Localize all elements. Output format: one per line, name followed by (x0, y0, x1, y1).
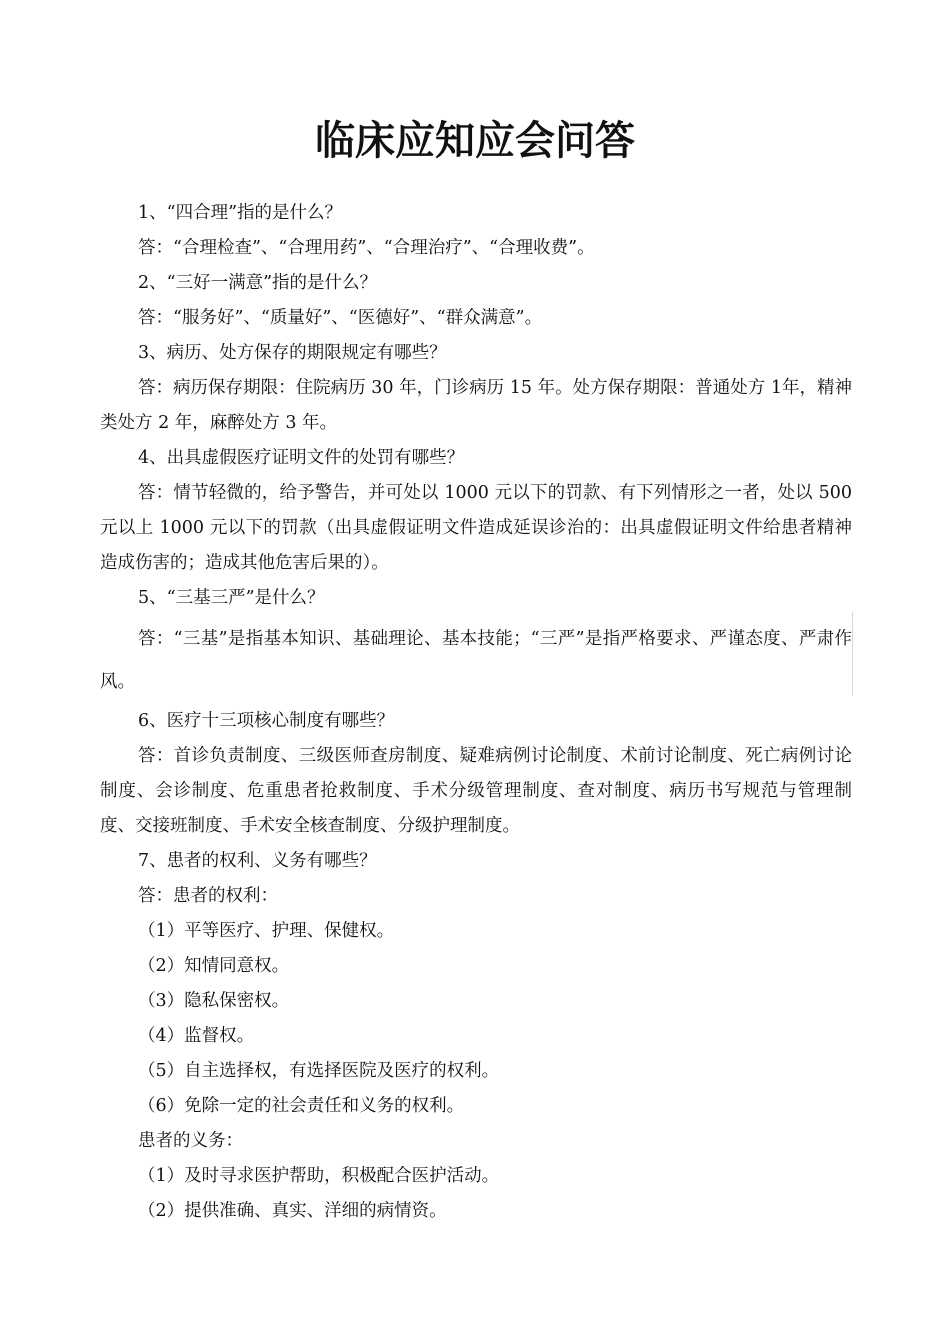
question-4: 4、出具虚假医疗证明文件的处罚有哪些？ (138, 448, 465, 468)
right-item-5: （5）自主选择权，有选择医院及医疗的权利。 (138, 1061, 500, 1081)
answer-5: 答：“三基”是指基本知识、基础理论、基本技能；“三严”是指严格要求、严谨态度、严肃作风。 (100, 629, 852, 692)
right-item-4: （4）监督权。 (138, 1026, 255, 1046)
document-title: 临床应知应会问答 (315, 117, 635, 164)
answer-3: 答：病历保存期限：住院病历 30 年，门诊病历 15 年。处方保存期限：普通处方 1年，精神类处方 2 年，麻醉处方 3 年。 (100, 378, 852, 433)
answer-2: 答：“服务好”、“质量好”、“医德好”、“群众满意”。 (138, 308, 543, 328)
answer-1: 答：“合理检查”、“合理用药”、“合理治疗”、“合理收费”。 (138, 238, 595, 258)
answer-4: 答：情节轻微的，给予警告，并可处以 1000 元以下的罚款、有下列情形之一者，处以 500 元以上 1000 元以下的罚款（出具虚假证明文件造成延误诊治的：出具虚假证明文件给患者精神造成伤害的；造成其他危害后果的）。 (100, 483, 852, 573)
answer-6: 答：首诊负责制度、三级医师查房制度、疑难病例讨论制度、术前讨论制度、死亡病例讨论制度、会诊制度、危重患者抢救制度、手术分级管理制度、查对制度、病历书写规范与管理制度、交接班制度、手术安全核查制度、分级护理制度。 (100, 746, 852, 836)
right-item-6: （6）免除一定的社会责任和义务的权利。 (138, 1096, 465, 1116)
question-6: 6、医疗十三项核心制度有哪些？ (138, 711, 395, 731)
question-5: 5、“三基三严”是什么？ (138, 588, 325, 608)
obligation-item-1: （1）及时寻求医护帮助，积极配合医护活动。 (138, 1166, 500, 1186)
obligations-heading: 患者的义务： (138, 1131, 243, 1151)
question-2: 2、“三好一满意”指的是什么？ (138, 273, 378, 293)
margin-rule (852, 612, 853, 696)
right-item-2: （2）知情同意权。 (138, 956, 290, 976)
question-1: 1、“四合理”指的是什么？ (138, 203, 343, 223)
question-3: 3、病历、处方保存的期限规定有哪些？ (138, 343, 447, 363)
question-7: 7、患者的权利、义务有哪些？ (138, 851, 377, 871)
right-item-3: （3）隐私保密权。 (138, 991, 290, 1011)
answer-7: 答：患者的权利： (138, 886, 278, 906)
obligation-item-2: （2）提供准确、真实、洋细的病情资。 (138, 1201, 447, 1221)
qa-content (100, 196, 852, 1229)
right-item-1: （1）平等医疗、护理、保健权。 (138, 921, 395, 941)
